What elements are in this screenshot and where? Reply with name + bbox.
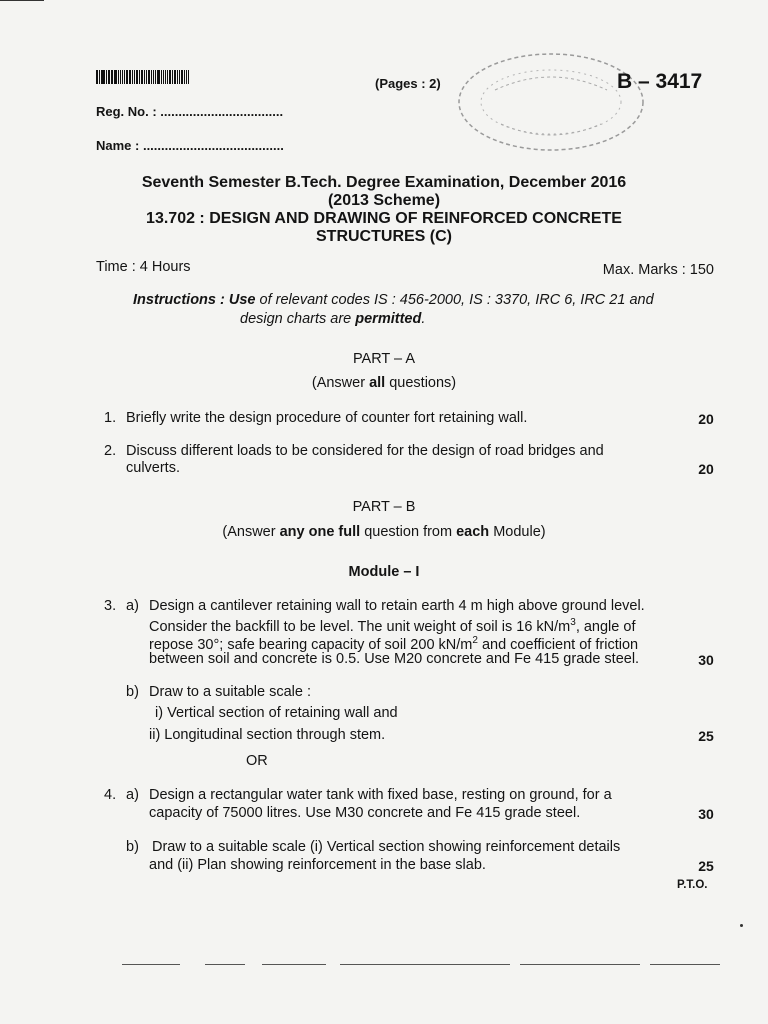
q3a-line2-b: , angle of bbox=[575, 618, 636, 635]
max-marks: Max. Marks : 150 bbox=[602, 262, 714, 278]
scan-edge-line bbox=[0, 0, 44, 1]
q3b-i: i) Vertical section of retaining wall and bbox=[155, 705, 398, 721]
q4b-line2: and (ii) Plan showing reinforcement in the base slab. bbox=[149, 857, 486, 873]
q3a-sup3: 3 bbox=[570, 617, 576, 628]
q3a-line4: between soil and concrete is 0.5. Use M20 concrete and Fe 415 grade steel. bbox=[149, 651, 640, 667]
course-title-cont: STRUCTURES (C) bbox=[316, 228, 452, 245]
part-b-note-mid: question from bbox=[360, 524, 457, 540]
part-b-title: PART – B bbox=[352, 499, 416, 515]
instructions-text2: design charts are bbox=[240, 311, 356, 327]
part-a-note-close: questions) bbox=[385, 375, 457, 391]
q1-text: Briefly write the design procedure of counter fort retaining wall. bbox=[126, 410, 528, 426]
instructions bbox=[133, 292, 654, 308]
name-field: Name : ....................................... bbox=[96, 138, 284, 153]
q1-marks: 20 bbox=[698, 411, 714, 427]
university-stamp bbox=[455, 50, 647, 154]
q3b-label: b) bbox=[126, 684, 139, 700]
scan-artifact-line bbox=[205, 964, 245, 965]
time-allowed: Time : 4 Hours bbox=[96, 259, 191, 275]
instructions-label: Instructions : bbox=[133, 292, 225, 308]
q3a-line2-a: Consider the backfill to be level. The unit weight of soil is 16 kN/m bbox=[149, 618, 571, 635]
pto-label: P.T.O. bbox=[677, 879, 708, 891]
q3b-ii: ii) Longitudinal section through stem. bbox=[149, 727, 386, 743]
q2-number: 2. bbox=[104, 443, 117, 459]
or-separator: OR bbox=[246, 753, 268, 769]
scan-artifact-line bbox=[650, 964, 720, 965]
instructions-use: Use bbox=[228, 292, 256, 308]
q4a-marks: 30 bbox=[698, 806, 714, 822]
q3a-marks: 30 bbox=[698, 652, 714, 668]
q3b-line1: Draw to a suitable scale : bbox=[149, 684, 311, 700]
q3a-line1: Design a cantilever retaining wall to retain earth 4 m high above ground level. bbox=[149, 598, 645, 614]
q3a-line3-a: repose 30°; safe bearing capacity of soil 200 kN/m bbox=[149, 636, 473, 653]
part-a-note-bold: all bbox=[369, 375, 386, 391]
part-b-note bbox=[0, 524, 768, 540]
q4a-line2: capacity of 75000 litres. Use M30 concrete and Fe 415 grade steel. bbox=[149, 805, 581, 821]
q4b-line1: Draw to a suitable scale (i) Vertical section showing reinforcement details bbox=[152, 839, 621, 855]
part-b-note-close: Module) bbox=[489, 524, 546, 540]
q4b-label: b) bbox=[126, 839, 139, 855]
scan-artifact-line bbox=[520, 964, 640, 965]
q4a-label: a) bbox=[126, 787, 139, 803]
scan-artifact-line bbox=[262, 964, 326, 965]
part-b-note-bold2: each bbox=[456, 524, 490, 540]
paper-code: B – 3417 bbox=[617, 70, 703, 93]
instructions-period: . bbox=[421, 311, 426, 327]
scan-speck bbox=[740, 924, 743, 927]
reg-no-field: Reg. No. : .................................. bbox=[96, 104, 284, 119]
q3-number: 3. bbox=[104, 598, 117, 614]
part-b-note-open: (Answer bbox=[222, 524, 280, 540]
part-a-title: PART – A bbox=[352, 351, 416, 367]
exam-title: Seventh Semester B.Tech. Degree Examination, December 2016 bbox=[141, 174, 627, 191]
q3a-sup2: 2 bbox=[472, 635, 478, 646]
q2-text-line2: culverts. bbox=[126, 460, 180, 476]
q3b-marks: 25 bbox=[698, 728, 714, 744]
instructions-permitted: permitted bbox=[355, 311, 422, 327]
part-a-note-open: (Answer bbox=[311, 375, 370, 391]
q3a-line3-b: and coefficient of friction bbox=[477, 636, 639, 653]
q2-marks: 20 bbox=[698, 461, 714, 477]
q2-text-line1: Discuss different loads to be considered for the design of road bridges and bbox=[126, 443, 604, 459]
exam-scheme: (2013 Scheme) bbox=[327, 192, 441, 209]
q3a-label: a) bbox=[126, 598, 139, 614]
part-a-note bbox=[0, 375, 768, 391]
q4a-line1: Design a rectangular water tank with fixed base, resting on ground, for a bbox=[149, 787, 612, 803]
barcode bbox=[96, 70, 189, 84]
q1-number: 1. bbox=[104, 410, 117, 426]
part-b-note-bold1: any one full bbox=[279, 524, 361, 540]
q4-number: 4. bbox=[104, 787, 117, 803]
pages-count: (Pages : 2) bbox=[375, 76, 441, 91]
module-heading: Module – I bbox=[348, 564, 420, 580]
scan-artifact-line bbox=[122, 964, 180, 965]
instructions-cont bbox=[240, 311, 425, 327]
course-title: 13.702 : DESIGN AND DRAWING OF REINFORCED CONCRETE bbox=[146, 210, 622, 227]
q4b-marks: 25 bbox=[698, 858, 714, 874]
instructions-text1: of relevant codes IS : 456-2000, IS : 3370, IRC 6, IRC 21 and bbox=[255, 292, 654, 308]
scan-artifact-line bbox=[340, 964, 510, 965]
